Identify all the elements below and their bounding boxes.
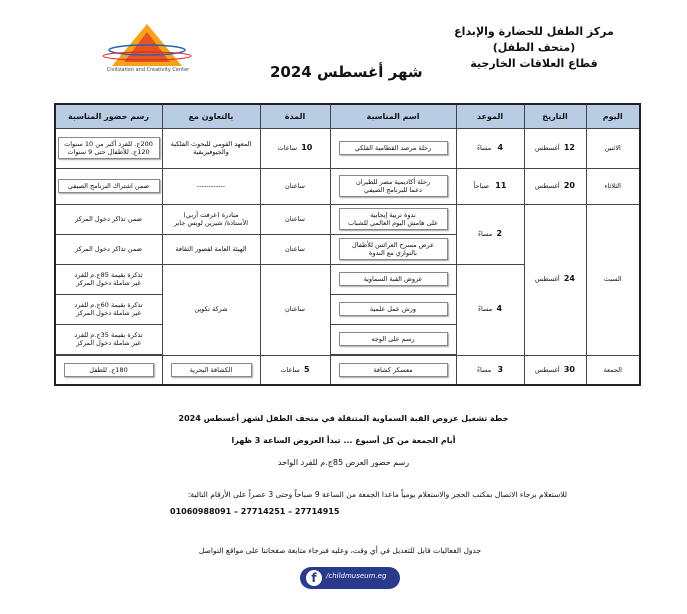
partner-cell: الكشافة البحرية bbox=[162, 355, 260, 385]
date-cell: 24 أغسطس bbox=[524, 204, 586, 355]
table-row bbox=[55, 168, 640, 204]
partner-cell: الهيئة العامة لقصور الثقافة bbox=[162, 234, 260, 264]
event-cell: معسكر كشافة bbox=[330, 355, 456, 385]
fee-cell: ضمن اشتراك البرنامج الصيفي bbox=[55, 168, 162, 204]
fee-cell: ضمن تذاكر دخول المركز bbox=[55, 234, 162, 264]
phone-numbers: 01060988091 – 27714251 – 27714915 bbox=[170, 507, 340, 516]
event-cell: ورش عمل علمية bbox=[330, 294, 456, 324]
duration-cell: ساعتان bbox=[260, 234, 330, 264]
facebook-icon: f bbox=[306, 570, 322, 586]
header-date: التاريخ bbox=[524, 104, 586, 128]
duration-cell: 10 ساعات bbox=[260, 128, 330, 168]
header-fee: رسم حضور المناسبة bbox=[55, 104, 162, 128]
header-time: الموعد bbox=[456, 104, 524, 128]
header-event: اسم المناسبة bbox=[330, 104, 456, 128]
time-cell: 3 مساءً bbox=[456, 355, 524, 385]
partner-cell: شركة تكوين bbox=[162, 264, 260, 355]
table-header-row bbox=[55, 104, 640, 128]
table-row bbox=[55, 355, 640, 385]
logo bbox=[92, 22, 202, 82]
event-cell: عروض القبة السماوية bbox=[330, 264, 456, 294]
date-cell: 30 أغسطس bbox=[524, 355, 586, 385]
partner-cell: المعهد القومي للبحوث الفلكية والجيوفيزيقية bbox=[162, 128, 260, 168]
social-link[interactable] bbox=[300, 567, 400, 589]
event-cell: رسم على الوجه bbox=[330, 324, 456, 354]
fee-cell: تذكرة بقيمة 35ج.م للفرد غير شاملة دخول المركز bbox=[55, 324, 162, 354]
org-name: مركز الطفل للحضارة والإبداع bbox=[454, 25, 614, 38]
planetarium-fee-note: رسم حضور العرض 85ج.م للفرد الواحد bbox=[277, 458, 410, 467]
duration-cell: 5 ساعات bbox=[260, 355, 330, 385]
time-cell: 4 مساءً bbox=[456, 264, 524, 355]
fee-cell: تذكرة بقيمة 60ج.م للفرد غير شاملة دخول المركز bbox=[55, 294, 162, 324]
partner-cell: مبادرة (عرفت أربي) الأستاذة/ شيرين لويس جابر bbox=[162, 204, 260, 234]
header-duration: المدة bbox=[260, 104, 330, 128]
fee-cell: 180ج. للطفل bbox=[55, 355, 162, 385]
day-cell: الاثنين bbox=[586, 128, 640, 168]
contact-info: للاستعلام برجاء الاتصال بمكتب الحجز والاستعلام يومياً ماعدا الجمعة من الساعة 9 صباحاً وحتى 3 عصراً على الأرقام التالية: bbox=[187, 490, 567, 499]
event-cell: ندوة تربية إيجابية على هامش اليوم العالمي للشباب bbox=[330, 204, 456, 234]
planetarium-plan-title: خطة تشغيل عروض القبة السماوية المتنقلة في متحف الطفل لشهر أغسطس 2024 bbox=[178, 414, 509, 423]
page-title: شهر أغسطس 2024 bbox=[270, 63, 423, 81]
day-cell: الجمعة bbox=[586, 355, 640, 385]
header-partner: بالتعاون مع bbox=[162, 104, 260, 128]
duration-cell: ساعتان bbox=[260, 168, 330, 204]
day-cell: السبت bbox=[586, 204, 640, 355]
fee-cell: تذكرة بقيمة 85ج.م للفرد غير شاملة دخول المركز bbox=[55, 264, 162, 294]
partner-cell: ------------ bbox=[162, 168, 260, 204]
duration-cell: ساعتان bbox=[260, 264, 330, 355]
fee-cell: 200ج. للفرد أكبر من 10 سنوات 120ج. للأطفال حتى 9 سنوات bbox=[55, 128, 162, 168]
event-cell: رحلة أكاديمية مصر للطيران دعما للبرنامج الصيفي bbox=[330, 168, 456, 204]
org-subname: (متحف الطفل) bbox=[492, 41, 576, 54]
org-department: قطاع العلاقات الخارجية bbox=[470, 57, 598, 70]
fee-cell: ضمن تذاكر دخول المركز bbox=[55, 204, 162, 234]
duration-cell: ساعتان bbox=[260, 204, 330, 234]
event-cell: عرض مسرح العرائس للأطفال بالتوازي مع الندوة bbox=[330, 234, 456, 264]
logo-subtitle: Civilization and Creativity Center bbox=[106, 67, 190, 73]
event-cell: رحلة مرصد القطامية الفلكي bbox=[330, 128, 456, 168]
time-cell: 11 صباحاً bbox=[456, 168, 524, 204]
schedule-table bbox=[54, 103, 641, 386]
table-row bbox=[55, 128, 640, 168]
social-handle: /childmuseum.eg bbox=[326, 572, 387, 580]
header-day: اليوم bbox=[586, 104, 640, 128]
planetarium-schedule-note: أيام الجمعة من كل أسبوع ... تبدأ العروض الساعة 3 ظهرا bbox=[231, 436, 456, 445]
date-cell: 20 أغسطس bbox=[524, 168, 586, 204]
time-cell: 2 مساءً bbox=[456, 204, 524, 264]
time-cell: 4 مساءً bbox=[456, 128, 524, 168]
date-cell: 12 أغسطس bbox=[524, 128, 586, 168]
table-row bbox=[55, 204, 640, 234]
organization-header bbox=[439, 24, 629, 72]
disclaimer-note: جدول الفعاليات قابل للتعديل في أي وقت، وعليه فبرجاء متابعة صفحاتنا على مواقع التواصل bbox=[198, 546, 482, 555]
day-cell: الثلاثاء bbox=[586, 168, 640, 204]
